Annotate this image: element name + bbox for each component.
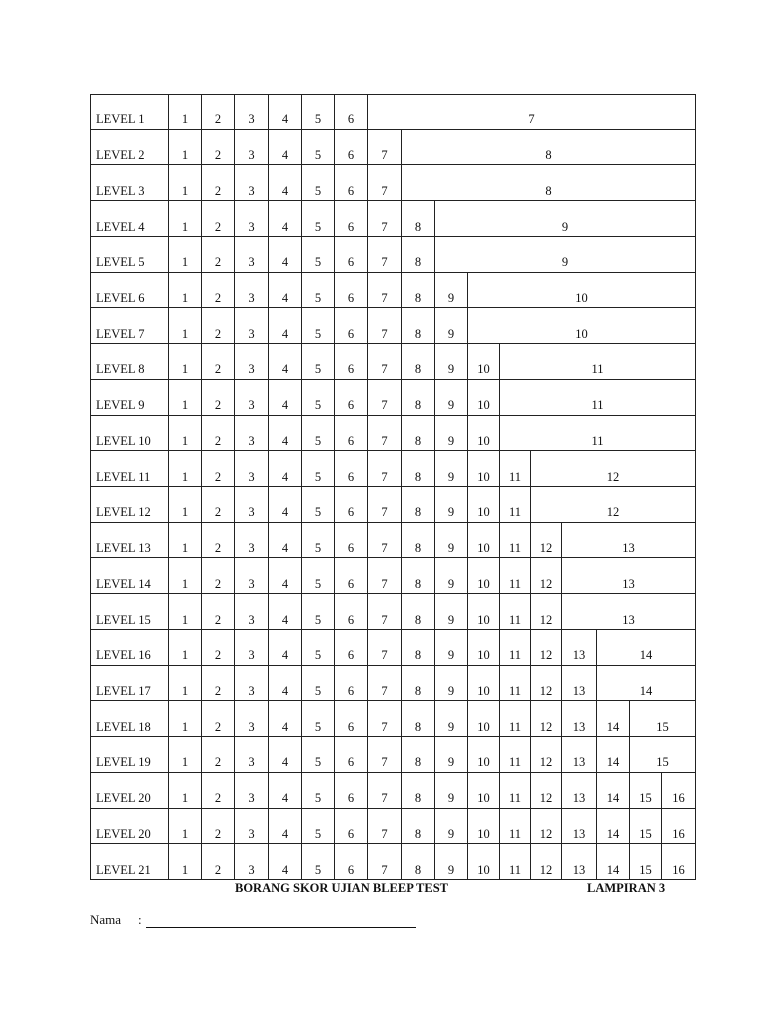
shuttle-cell[interactable]: 9	[435, 773, 468, 809]
shuttle-cell[interactable]: 6	[335, 308, 368, 344]
shuttle-cell[interactable]: 2	[202, 416, 235, 452]
shuttle-cell[interactable]: 6	[335, 666, 368, 702]
shuttle-cell[interactable]: 12	[531, 809, 562, 845]
shuttle-cell[interactable]: 10	[468, 523, 500, 559]
shuttle-cell[interactable]: 6	[335, 237, 368, 273]
shuttle-cell[interactable]: 4	[269, 737, 302, 773]
shuttle-cell[interactable]: 1	[169, 344, 202, 380]
shuttle-cell[interactable]: 2	[202, 308, 235, 344]
shuttle-cell[interactable]: 8	[402, 594, 435, 630]
shuttle-cell[interactable]: 11	[500, 558, 531, 594]
shuttle-cell[interactable]: 15	[630, 809, 662, 845]
name-row	[90, 912, 416, 928]
shuttle-cell[interactable]: 8	[402, 844, 435, 880]
shuttle-cell[interactable]: 1	[169, 809, 202, 845]
shuttle-cell-final[interactable]: 9	[435, 237, 696, 273]
shuttle-cell[interactable]: 7	[368, 416, 402, 452]
shuttle-cell[interactable]: 5	[302, 523, 335, 559]
shuttle-cell-final[interactable]: 10	[468, 308, 696, 344]
shuttle-cell[interactable]: 5	[302, 630, 335, 666]
shuttle-cell[interactable]: 3	[235, 844, 269, 880]
shuttle-cell[interactable]: 5	[302, 558, 335, 594]
shuttle-cell[interactable]: 1	[169, 237, 202, 273]
shuttle-cell[interactable]: 5	[302, 165, 335, 201]
shuttle-cell[interactable]: 4	[269, 666, 302, 702]
shuttle-cell[interactable]: 3	[235, 630, 269, 666]
shuttle-cell[interactable]: 4	[269, 308, 302, 344]
shuttle-cell[interactable]: 3	[235, 523, 269, 559]
shuttle-cell[interactable]: 8	[402, 630, 435, 666]
shuttle-cell[interactable]: 5	[302, 201, 335, 237]
shuttle-cell[interactable]: 9	[435, 416, 468, 452]
shuttle-cell[interactable]: 5	[302, 737, 335, 773]
shuttle-cell[interactable]: 3	[235, 773, 269, 809]
level-label: LEVEL 4	[90, 201, 169, 237]
shuttle-cell[interactable]: 2	[202, 666, 235, 702]
shuttle-cell[interactable]: 7	[368, 666, 402, 702]
shuttle-cell[interactable]: 10	[468, 594, 500, 630]
shuttle-cell[interactable]: 1	[169, 594, 202, 630]
shuttle-cell[interactable]: 4	[269, 844, 302, 880]
shuttle-cell[interactable]: 3	[235, 94, 269, 130]
shuttle-cell[interactable]: 9	[435, 594, 468, 630]
shuttle-cell[interactable]: 6	[335, 416, 368, 452]
shuttle-cell[interactable]: 8	[402, 380, 435, 416]
shuttle-cell[interactable]: 11	[500, 594, 531, 630]
shuttle-cell[interactable]: 2	[202, 380, 235, 416]
shuttle-cell[interactable]: 6	[335, 380, 368, 416]
shuttle-cell[interactable]: 7	[368, 451, 402, 487]
shuttle-cell-final[interactable]: 8	[402, 165, 696, 201]
shuttle-cell[interactable]: 10	[468, 809, 500, 845]
shuttle-cell[interactable]: 5	[302, 94, 335, 130]
shuttle-cell[interactable]: 6	[335, 130, 368, 166]
shuttle-cell-final[interactable]: 13	[562, 594, 696, 630]
shuttle-cell[interactable]: 3	[235, 165, 269, 201]
shuttle-cell[interactable]: 2	[202, 523, 235, 559]
level-label: LEVEL 2	[90, 130, 169, 166]
shuttle-cell[interactable]: 2	[202, 344, 235, 380]
shuttle-cell-final[interactable]: 16	[662, 844, 696, 880]
shuttle-cell[interactable]: 1	[169, 523, 202, 559]
shuttle-cell[interactable]: 7	[368, 308, 402, 344]
shuttle-cell[interactable]: 9	[435, 558, 468, 594]
shuttle-cell[interactable]: 4	[269, 773, 302, 809]
shuttle-cell-final[interactable]: 14	[597, 630, 696, 666]
shuttle-cell[interactable]: 3	[235, 308, 269, 344]
shuttle-cell[interactable]: 6	[335, 737, 368, 773]
shuttle-cell[interactable]: 7	[368, 201, 402, 237]
shuttle-cell[interactable]: 6	[335, 701, 368, 737]
shuttle-cell[interactable]: 2	[202, 273, 235, 309]
shuttle-cell[interactable]: 6	[335, 809, 368, 845]
shuttle-cell-final[interactable]: 16	[662, 773, 696, 809]
level-label: LEVEL 18	[90, 701, 169, 737]
level-label: LEVEL 16	[90, 630, 169, 666]
shuttle-cell[interactable]: 9	[435, 844, 468, 880]
shuttle-cell[interactable]: 9	[435, 273, 468, 309]
shuttle-cell[interactable]: 6	[335, 451, 368, 487]
shuttle-cell[interactable]: 4	[269, 558, 302, 594]
level-label: LEVEL 10	[90, 416, 169, 452]
shuttle-cell[interactable]: 4	[269, 451, 302, 487]
shuttle-cell[interactable]: 6	[335, 487, 368, 523]
shuttle-cell[interactable]: 9	[435, 737, 468, 773]
shuttle-cell[interactable]: 1	[169, 201, 202, 237]
shuttle-cell[interactable]: 8	[402, 237, 435, 273]
shuttle-cell[interactable]: 2	[202, 630, 235, 666]
shuttle-cell[interactable]: 11	[500, 701, 531, 737]
level-label: LEVEL 1	[90, 94, 169, 130]
shuttle-cell[interactable]: 8	[402, 809, 435, 845]
shuttle-cell-final[interactable]: 16	[662, 809, 696, 845]
shuttle-cell[interactable]: 8	[402, 201, 435, 237]
shuttle-cell-final[interactable]: 13	[562, 523, 696, 559]
shuttle-cell[interactable]: 15	[630, 844, 662, 880]
shuttle-cell[interactable]: 4	[269, 416, 302, 452]
shuttle-cell[interactable]: 8	[402, 344, 435, 380]
shuttle-cell[interactable]: 3	[235, 737, 269, 773]
shuttle-cell[interactable]: 11	[500, 630, 531, 666]
shuttle-cell[interactable]: 12	[531, 844, 562, 880]
level-label: LEVEL 3	[90, 165, 169, 201]
shuttle-cell[interactable]: 4	[269, 273, 302, 309]
shuttle-cell[interactable]: 7	[368, 487, 402, 523]
level-label: LEVEL 6	[90, 273, 169, 309]
shuttle-cell[interactable]: 12	[531, 666, 562, 702]
shuttle-cell[interactable]: 1	[169, 94, 202, 130]
shuttle-cell[interactable]: 6	[335, 594, 368, 630]
shuttle-cell[interactable]: 3	[235, 416, 269, 452]
shuttle-cell[interactable]: 7	[368, 523, 402, 559]
shuttle-cell[interactable]: 13	[562, 844, 597, 880]
shuttle-cell[interactable]: 4	[269, 809, 302, 845]
shuttle-cell[interactable]: 5	[302, 451, 335, 487]
shuttle-cell[interactable]: 4	[269, 165, 302, 201]
shuttle-cell[interactable]: 9	[435, 487, 468, 523]
shuttle-cell[interactable]: 10	[468, 666, 500, 702]
shuttle-cell[interactable]: 8	[402, 523, 435, 559]
shuttle-cell[interactable]: 1	[169, 273, 202, 309]
shuttle-cell[interactable]: 7	[368, 701, 402, 737]
shuttle-cell[interactable]: 7	[368, 773, 402, 809]
shuttle-cell[interactable]: 5	[302, 594, 335, 630]
shuttle-cell[interactable]: 11	[500, 523, 531, 559]
shuttle-cell[interactable]: 7	[368, 344, 402, 380]
shuttle-cell[interactable]: 14	[597, 701, 630, 737]
shuttle-cell[interactable]: 7	[368, 130, 402, 166]
shuttle-cell[interactable]: 6	[335, 201, 368, 237]
shuttle-cell[interactable]: 13	[562, 773, 597, 809]
shuttle-cell[interactable]: 15	[630, 773, 662, 809]
shuttle-cell[interactable]: 6	[335, 344, 368, 380]
shuttle-cell[interactable]: 11	[500, 809, 531, 845]
shuttle-cell[interactable]: 5	[302, 844, 335, 880]
shuttle-cell[interactable]: 2	[202, 844, 235, 880]
level-label: LEVEL 20	[90, 773, 169, 809]
shuttle-cell[interactable]: 9	[435, 630, 468, 666]
shuttle-cell[interactable]: 12	[531, 737, 562, 773]
shuttle-cell[interactable]: 13	[562, 666, 597, 702]
shuttle-cell[interactable]: 3	[235, 594, 269, 630]
shuttle-cell[interactable]: 4	[269, 701, 302, 737]
shuttle-cell[interactable]: 2	[202, 809, 235, 845]
shuttle-cell[interactable]: 2	[202, 773, 235, 809]
shuttle-cell[interactable]: 14	[597, 809, 630, 845]
shuttle-cell[interactable]: 5	[302, 130, 335, 166]
level-label: LEVEL 14	[90, 558, 169, 594]
shuttle-cell[interactable]: 8	[402, 273, 435, 309]
shuttle-cell[interactable]: 6	[335, 94, 368, 130]
shuttle-cell[interactable]: 4	[269, 130, 302, 166]
shuttle-cell[interactable]: 10	[468, 487, 500, 523]
shuttle-cell[interactable]: 7	[368, 594, 402, 630]
shuttle-cell[interactable]: 11	[500, 773, 531, 809]
shuttle-cell[interactable]: 6	[335, 558, 368, 594]
shuttle-cell[interactable]: 1	[169, 451, 202, 487]
shuttle-cell[interactable]: 3	[235, 201, 269, 237]
shuttle-cell[interactable]: 11	[500, 737, 531, 773]
shuttle-cell[interactable]: 10	[468, 380, 500, 416]
shuttle-cell[interactable]: 9	[435, 666, 468, 702]
shuttle-cell[interactable]: 12	[531, 558, 562, 594]
level-label: LEVEL 5	[90, 237, 169, 273]
shuttle-cell[interactable]: 10	[468, 844, 500, 880]
shuttle-cell[interactable]: 3	[235, 558, 269, 594]
shuttle-cell-final[interactable]: 11	[500, 380, 696, 416]
shuttle-cell[interactable]: 6	[335, 273, 368, 309]
shuttle-cell-final[interactable]: 15	[630, 737, 696, 773]
shuttle-cell[interactable]: 12	[531, 523, 562, 559]
shuttle-cell[interactable]: 2	[202, 487, 235, 523]
level-label: LEVEL 19	[90, 737, 169, 773]
shuttle-cell-final[interactable]: 8	[402, 130, 696, 166]
shuttle-cell[interactable]: 4	[269, 380, 302, 416]
shuttle-cell[interactable]: 4	[269, 594, 302, 630]
shuttle-cell[interactable]: 4	[269, 94, 302, 130]
shuttle-cell[interactable]: 2	[202, 594, 235, 630]
shuttle-cell[interactable]: 11	[500, 487, 531, 523]
shuttle-cell[interactable]: 9	[435, 451, 468, 487]
level-label: LEVEL 11	[90, 451, 169, 487]
shuttle-cell[interactable]: 7	[368, 380, 402, 416]
shuttle-cell[interactable]: 1	[169, 558, 202, 594]
appendix-label: LAMPIRAN 3	[587, 881, 666, 895]
shuttle-cell[interactable]: 9	[435, 380, 468, 416]
shuttle-cell[interactable]: 6	[335, 773, 368, 809]
shuttle-cell[interactable]: 9	[435, 344, 468, 380]
shuttle-cell[interactable]: 11	[500, 666, 531, 702]
shuttle-cell[interactable]: 2	[202, 201, 235, 237]
shuttle-cell[interactable]: 1	[169, 701, 202, 737]
shuttle-cell[interactable]: 7	[368, 273, 402, 309]
shuttle-cell[interactable]: 1	[169, 844, 202, 880]
shuttle-cell[interactable]: 11	[500, 844, 531, 880]
shuttle-cell-final[interactable]: 12	[531, 451, 696, 487]
shuttle-cell-final[interactable]: 12	[531, 487, 696, 523]
shuttle-cell[interactable]: 1	[169, 487, 202, 523]
shuttle-cell[interactable]: 3	[235, 809, 269, 845]
shuttle-cell[interactable]: 9	[435, 308, 468, 344]
shuttle-cell[interactable]: 7	[368, 630, 402, 666]
level-label: LEVEL 8	[90, 344, 169, 380]
shuttle-cell[interactable]: 5	[302, 701, 335, 737]
shuttle-cell-final[interactable]: 11	[500, 416, 696, 452]
shuttle-cell-final[interactable]: 7	[368, 94, 696, 130]
level-label: LEVEL 17	[90, 666, 169, 702]
shuttle-cell[interactable]: 12	[531, 630, 562, 666]
shuttle-cell[interactable]: 2	[202, 737, 235, 773]
shuttle-cell[interactable]: 12	[531, 594, 562, 630]
shuttle-cell[interactable]: 2	[202, 237, 235, 273]
shuttle-cell[interactable]: 10	[468, 558, 500, 594]
level-label: LEVEL 12	[90, 487, 169, 523]
level-label: LEVEL 15	[90, 594, 169, 630]
shuttle-cell[interactable]: 3	[235, 451, 269, 487]
shuttle-cell[interactable]: 5	[302, 273, 335, 309]
shuttle-cell-final[interactable]: 11	[500, 344, 696, 380]
level-label: LEVEL 9	[90, 380, 169, 416]
shuttle-cell[interactable]: 10	[468, 451, 500, 487]
shuttle-cell[interactable]: 1	[169, 165, 202, 201]
shuttle-cell[interactable]: 13	[562, 809, 597, 845]
shuttle-cell[interactable]: 10	[468, 773, 500, 809]
shuttle-cell[interactable]: 6	[335, 165, 368, 201]
shuttle-cell[interactable]: 5	[302, 237, 335, 273]
shuttle-cell[interactable]: 2	[202, 558, 235, 594]
shuttle-cell[interactable]: 1	[169, 308, 202, 344]
shuttle-cell[interactable]: 5	[302, 416, 335, 452]
shuttle-cell[interactable]: 4	[269, 237, 302, 273]
shuttle-cell[interactable]: 8	[402, 737, 435, 773]
shuttle-cell[interactable]: 2	[202, 165, 235, 201]
level-label: LEVEL 20	[90, 809, 169, 845]
shuttle-cell-final[interactable]: 9	[435, 201, 696, 237]
shuttle-cell[interactable]: 6	[335, 630, 368, 666]
level-label: LEVEL 21	[90, 844, 169, 880]
level-label: LEVEL 13	[90, 523, 169, 559]
name-input-line[interactable]	[146, 913, 416, 928]
shuttle-cell[interactable]: 14	[597, 737, 630, 773]
shuttle-cell[interactable]: 8	[402, 451, 435, 487]
shuttle-cell[interactable]: 7	[368, 558, 402, 594]
shuttle-cell-final[interactable]: 13	[562, 558, 696, 594]
shuttle-cell-final[interactable]: 14	[597, 666, 696, 702]
shuttle-cell[interactable]: 1	[169, 773, 202, 809]
shuttle-cell[interactable]: 10	[468, 630, 500, 666]
shuttle-cell[interactable]: 3	[235, 237, 269, 273]
shuttle-cell[interactable]: 13	[562, 737, 597, 773]
level-label: LEVEL 7	[90, 308, 169, 344]
shuttle-cell[interactable]: 8	[402, 701, 435, 737]
name-label: Nama	[90, 912, 122, 927]
shuttle-cell[interactable]: 14	[597, 773, 630, 809]
shuttle-cell[interactable]: 8	[402, 558, 435, 594]
shuttle-cell[interactable]: 1	[169, 666, 202, 702]
shuttle-cell[interactable]: 8	[402, 773, 435, 809]
shuttle-cell[interactable]: 5	[302, 308, 335, 344]
shuttle-cell[interactable]: 3	[235, 380, 269, 416]
shuttle-cell[interactable]: 10	[468, 344, 500, 380]
shuttle-cell[interactable]: 2	[202, 451, 235, 487]
shuttle-cell[interactable]: 8	[402, 308, 435, 344]
shuttle-cell[interactable]: 12	[531, 773, 562, 809]
shuttle-cell[interactable]: 9	[435, 701, 468, 737]
shuttle-cell[interactable]: 5	[302, 809, 335, 845]
shuttle-cell[interactable]: 4	[269, 630, 302, 666]
shuttle-cell[interactable]: 5	[302, 344, 335, 380]
shuttle-cell[interactable]: 2	[202, 701, 235, 737]
shuttle-cell[interactable]: 10	[468, 701, 500, 737]
shuttle-cell[interactable]: 14	[597, 844, 630, 880]
shuttle-cell[interactable]: 4	[269, 201, 302, 237]
shuttle-cell[interactable]: 13	[562, 701, 597, 737]
shuttle-cell-final[interactable]: 10	[468, 273, 696, 309]
shuttle-cell[interactable]: 3	[235, 666, 269, 702]
shuttle-cell[interactable]: 1	[169, 737, 202, 773]
shuttle-cell[interactable]: 6	[335, 523, 368, 559]
shuttle-cell[interactable]: 11	[500, 451, 531, 487]
score-table	[90, 94, 696, 880]
shuttle-cell-final[interactable]: 15	[630, 701, 696, 737]
shuttle-cell[interactable]: 9	[435, 809, 468, 845]
shuttle-cell[interactable]: 3	[235, 273, 269, 309]
shuttle-cell[interactable]: 1	[169, 630, 202, 666]
shuttle-cell[interactable]: 8	[402, 416, 435, 452]
shuttle-cell[interactable]: 4	[269, 344, 302, 380]
shuttle-cell[interactable]: 2	[202, 130, 235, 166]
shuttle-cell[interactable]: 1	[169, 416, 202, 452]
shuttle-cell[interactable]: 1	[169, 130, 202, 166]
shuttle-cell[interactable]: 5	[302, 666, 335, 702]
shuttle-cell[interactable]: 7	[368, 165, 402, 201]
shuttle-cell[interactable]: 7	[368, 809, 402, 845]
shuttle-cell[interactable]: 8	[402, 666, 435, 702]
shuttle-cell[interactable]: 4	[269, 523, 302, 559]
shuttle-cell[interactable]: 3	[235, 487, 269, 523]
shuttle-cell[interactable]: 10	[468, 416, 500, 452]
form-title: BORANG SKOR UJIAN BLEEP TEST	[235, 881, 449, 895]
shuttle-cell[interactable]: 5	[302, 773, 335, 809]
shuttle-cell[interactable]: 5	[302, 487, 335, 523]
shuttle-cell[interactable]: 2	[202, 94, 235, 130]
shuttle-cell[interactable]: 4	[269, 487, 302, 523]
shuttle-cell[interactable]: 8	[402, 487, 435, 523]
shuttle-cell[interactable]: 12	[531, 701, 562, 737]
shuttle-cell[interactable]: 9	[435, 523, 468, 559]
shuttle-cell[interactable]: 7	[368, 844, 402, 880]
shuttle-cell[interactable]: 10	[468, 737, 500, 773]
shuttle-cell[interactable]: 13	[562, 630, 597, 666]
shuttle-cell[interactable]: 3	[235, 701, 269, 737]
shuttle-cell[interactable]: 1	[169, 380, 202, 416]
shuttle-cell[interactable]: 5	[302, 380, 335, 416]
shuttle-cell[interactable]: 6	[335, 844, 368, 880]
name-colon: :	[138, 912, 142, 927]
shuttle-cell[interactable]: 3	[235, 130, 269, 166]
shuttle-cell[interactable]: 7	[368, 737, 402, 773]
shuttle-cell[interactable]: 3	[235, 344, 269, 380]
shuttle-cell[interactable]: 7	[368, 237, 402, 273]
